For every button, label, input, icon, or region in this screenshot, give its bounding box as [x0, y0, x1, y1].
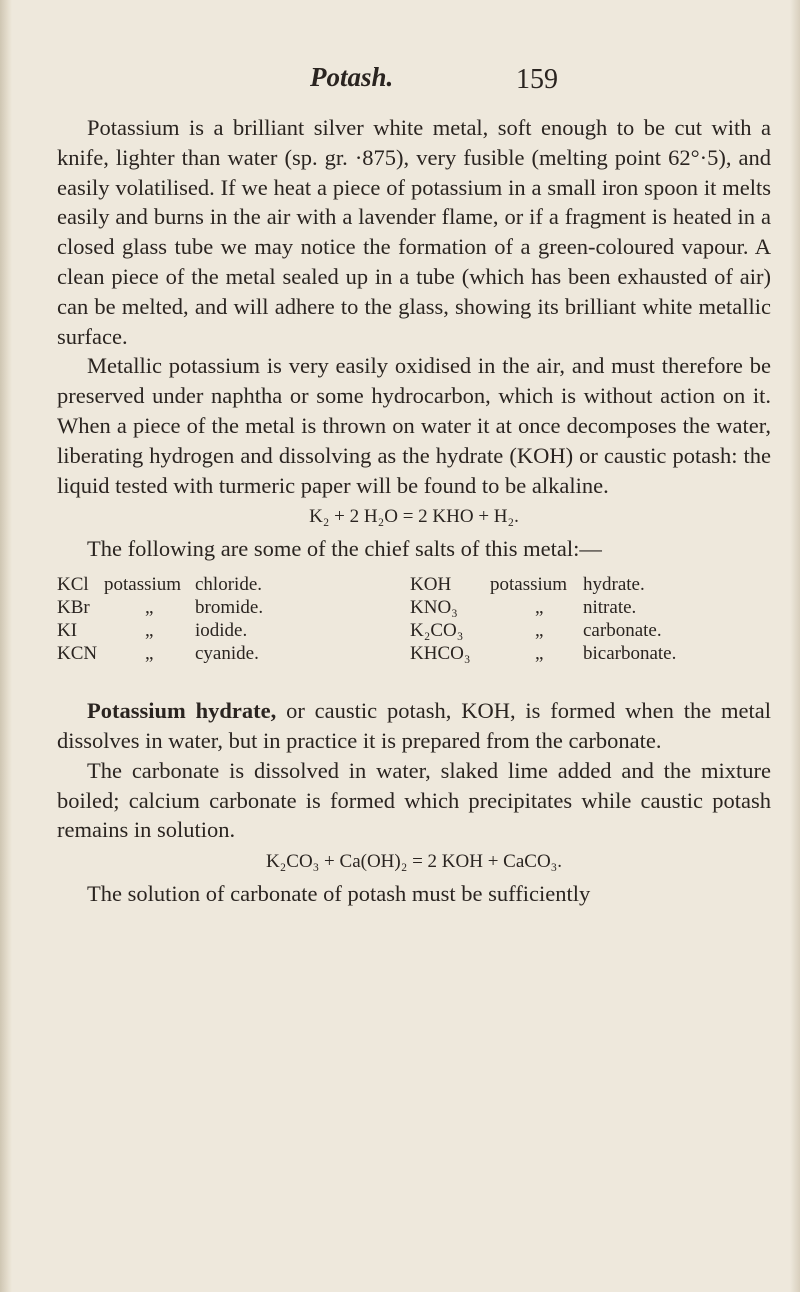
- salt-ditto: „: [535, 597, 544, 619]
- salt-name: hydrate.: [583, 574, 645, 596]
- salt-ditto: „: [535, 620, 544, 642]
- salt-formula: KHCO₃: [410, 643, 471, 665]
- salt-formula: KCN: [57, 643, 98, 665]
- paragraph-carbonate: The carbonate is dissolved in water, slaked lime added and the mixture boiled; calcium carbonate is formed which precipitates while caustic potash remains in solution.: [57, 757, 771, 843]
- salt-name: cyanide.: [195, 643, 259, 665]
- salt-formula: KBr: [57, 597, 90, 619]
- potassium-hydrate-text: or caustic potash, KOH, is formed when the metal dissolves in water, but in practice it is prepared from the carbonate.: [57, 698, 772, 753]
- salt-formula: KCl: [57, 574, 89, 596]
- salt-formula: KI: [57, 620, 78, 642]
- potassium-hydrate-heading: Potassium hydrate,: [87, 698, 277, 724]
- body-text: [57, 113, 771, 909]
- page-header: [0, 62, 800, 102]
- salt-name: carbonate.: [583, 620, 662, 642]
- paragraph-salts-intro: The following are some of the chief salts of this metal:—: [87, 536, 602, 562]
- paragraph-oxidation: Metallic potassium is very easily oxidised in the air, and must therefore be preserved under naphtha or some hydrocarbon, which is without action on it. When a piece of the metal is thrown on water it at once decomposes the water, liberating hydrogen and dissolving as the hydrate (KOH) or caustic potash: the liquid tested with turmeric paper will be found to be alkaline.: [57, 353, 771, 498]
- salt-name: nitrate.: [583, 597, 637, 619]
- salts-table: [57, 568, 771, 696]
- page-number: 159: [516, 64, 558, 95]
- salt-ditto: „: [145, 597, 154, 619]
- running-title: Potash.: [310, 62, 394, 92]
- salt-metal: potassium: [490, 574, 568, 596]
- page-edge-left: [0, 0, 12, 1292]
- salt-metal: potassium: [104, 574, 182, 596]
- salt-name: chloride.: [195, 574, 263, 596]
- equation-carbonate-lime: K₂CO₃ + Ca(OH)₂ = 2 KOH + CaCO₃.: [265, 851, 563, 873]
- page-edge-right: [790, 0, 800, 1292]
- salt-ditto: „: [145, 620, 154, 642]
- equation-potassium-water: K₂ + 2 H₂O = 2 KHO + H₂.: [309, 506, 519, 528]
- paragraph-potassium-properties: Potassium is a brilliant silver white metal, soft enough to be cut with a knife, lighter than water (sp. gr. ·875), very fusible (melting point 62°·5), and easily volatilised. If we heat a piece of potassium in a small iron spoon it melts easily and burns in the air with a lavender flame, or if a fragment is heated in a closed glass tube we may notice the formation of a green-coloured vapour. A clean piece of the metal sealed up in a tube (which has been exhausted of air) can be melted, and will adhere to the glass, showing its brilliant white metallic surface.: [57, 115, 771, 349]
- paragraph-potassium-hydrate: [57, 696, 771, 756]
- salt-formula: KNO₃: [410, 597, 458, 619]
- salt-formula: K₂CO₃: [410, 620, 464, 642]
- paragraph-last-line: The solution of carbonate of potash must be sufficiently: [87, 881, 591, 907]
- salt-ditto: „: [145, 643, 154, 665]
- salt-name: bicarbonate.: [583, 643, 677, 665]
- salt-name: bromide.: [195, 597, 264, 619]
- salt-formula: KOH: [410, 574, 452, 596]
- salt-name: iodide.: [195, 620, 248, 642]
- salt-ditto: „: [535, 643, 544, 665]
